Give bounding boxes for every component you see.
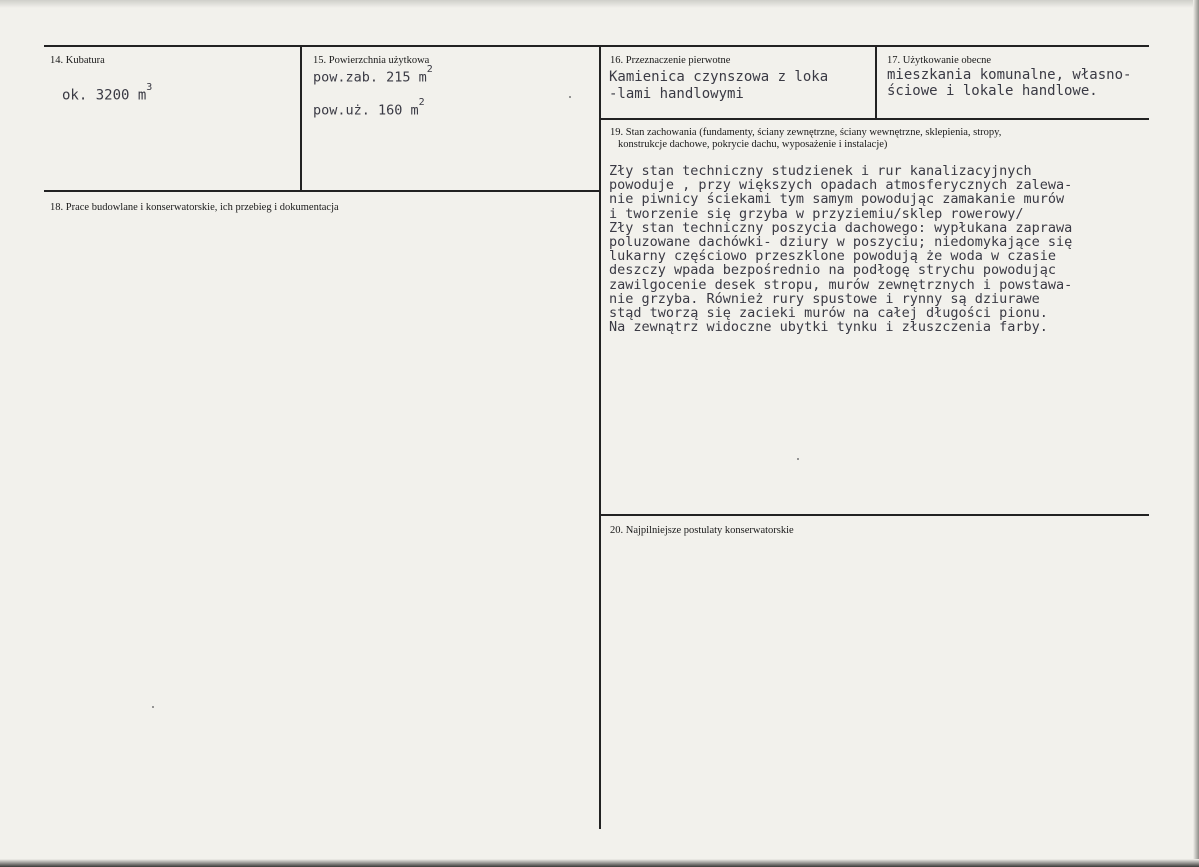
field-19-label-line1: 19. Stan zachowania (fundamenty, ściany zewnętrzne, ściany wewnętrzne, sklepienia, stropy, — [610, 127, 1002, 138]
field-15-label: 15. Powierzchnia użytkowa — [313, 55, 430, 66]
field-15-line2 — [313, 97, 425, 119]
field-16-label: 16. Przeznaczenie pierwotne — [610, 55, 731, 66]
condition-line: powoduje , przy większych opadach atmosferycznych zalewa- — [609, 177, 1073, 194]
top-rule — [44, 45, 1149, 47]
rule-under-19 — [600, 514, 1149, 516]
condition-line: nie grzyba. Również rury spustowe i rynny są dziurawe — [609, 290, 1040, 307]
usable-area-exponent: 2 — [418, 97, 425, 108]
sheet-right-edge — [1193, 0, 1199, 867]
field-16-line: Kamienica czynszowa z loka — [609, 69, 829, 85]
sheet-bottom-edge — [0, 859, 1199, 867]
built-area-text: pow.zab. 215 m — [313, 69, 427, 86]
field-19-label-line2: konstrukcje dachowe, pokrycie dachu, wyposażenie i instalacje) — [618, 139, 888, 150]
field-17-line: ściowe i lokale handlowe. — [887, 83, 1098, 99]
paper-speck — [569, 96, 571, 98]
volume-unit-exponent: 3 — [146, 82, 153, 93]
condition-line: Zły stan techniczny studzienek i rur kanalizacyjnych — [609, 163, 1032, 179]
rule-under-14-15 — [44, 190, 601, 192]
condition-line: Na zewnątrz widoczne ubytki tynku i złuszczenia farby. — [609, 319, 1048, 336]
condition-line: stąd tworzą się zacieki murów na całej długości pionu. — [609, 304, 1048, 321]
field-17-label: 17. Użytkowanie obecne — [887, 55, 992, 66]
sheet-top-edge — [0, 0, 1199, 8]
paper-speck — [797, 458, 799, 460]
field-15-line1 — [313, 64, 433, 86]
field-16-line: -lami handlowymi — [609, 86, 744, 102]
field-20-label: 20. Najpilniejsze postulaty konserwatorskie — [610, 525, 794, 536]
condition-line: lukarny częściowo przeszklone powodują że woda w czasie — [609, 248, 1057, 265]
condition-line: nie piwnicy ściekami tym samym powodując zamakanie murów — [609, 191, 1065, 208]
field-19-value — [609, 164, 1072, 334]
built-area-exponent: 2 — [426, 64, 433, 75]
field-14-value — [62, 82, 153, 104]
condition-line: Zły stan techniczny poszycia dachowego: wypłukana zaprawa — [609, 219, 1073, 236]
condition-line: i tworzenie się grzyba w przyziemiu/sklep rowerowy/ — [609, 205, 1024, 222]
field-16-value — [609, 69, 828, 103]
divider-main — [599, 45, 601, 829]
usable-area-text: pow.uż. 160 m — [313, 102, 419, 119]
condition-line: deszczy wpada bezpośrednio na podłogę strychu powodując — [609, 262, 1057, 279]
divider-16-17 — [875, 45, 877, 119]
volume-text: ok. 3200 m — [62, 87, 147, 104]
paper-speck — [152, 706, 154, 708]
divider-14-15 — [300, 45, 302, 191]
field-17-value — [887, 67, 1131, 99]
condition-line: zawilgocenie desek stropu, murów zewnętrznych i powstawa- — [609, 276, 1073, 293]
field-14-label: 14. Kubatura — [50, 55, 105, 66]
field-18-label: 18. Prace budowlane i konserwatorskie, ich przebieg i dokumentacja — [50, 202, 339, 213]
field-17-line: mieszkania komunalne, własno- — [887, 67, 1132, 83]
condition-line: poluzowane dachówki- dziury w poszyciu; niedomykające się — [609, 233, 1073, 250]
